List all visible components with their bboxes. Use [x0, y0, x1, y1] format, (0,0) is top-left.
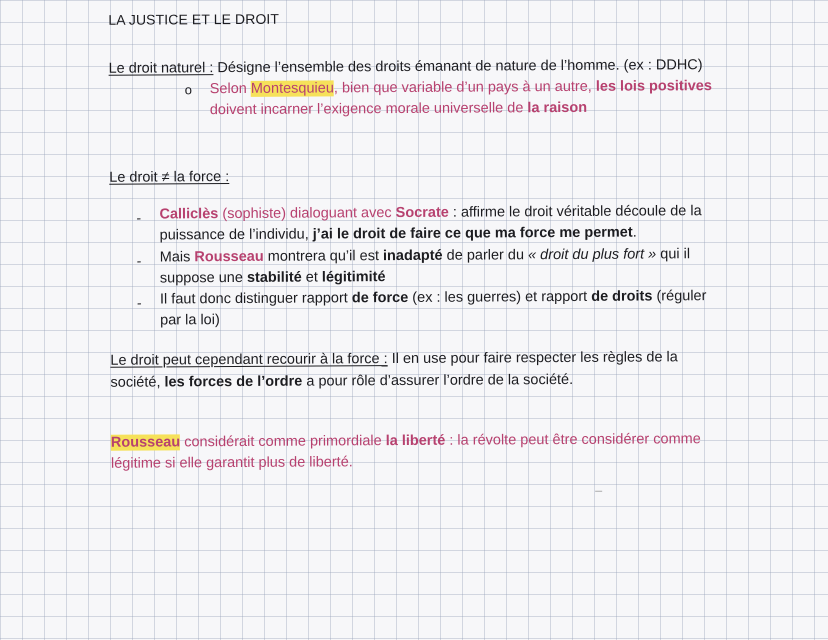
strongest-right-quote: « droit du plus fort »: [528, 246, 657, 264]
reason-term: la raison: [527, 99, 588, 117]
dash-bullet-1: -: [136, 209, 142, 226]
force-recourse-text-c: a pour rôle d’assurer l’ordre de la société.: [302, 371, 574, 390]
liberty-line-2: [111, 453, 353, 472]
rousseau-text-e: suppose une: [159, 269, 247, 287]
liberty-text-b: : la révolte peut être considérer comme: [445, 431, 701, 449]
liberty-text-c: légitime si elle garantit plus de liberté.: [110, 454, 353, 472]
law-enforcement-term: les forces de l’ordre: [164, 373, 303, 391]
rousseau-highlighted-name: Rousseau: [110, 434, 181, 451]
montesquieu-line-1: [210, 77, 712, 98]
rousseau-text-f: et: [301, 269, 322, 286]
legitimacy-term: légitimité: [321, 269, 386, 286]
distinguish-line-2: [160, 311, 220, 329]
montesquieu-name: Montesquieu: [250, 80, 334, 97]
force-recourse-line-2: [110, 371, 573, 392]
positive-laws-term: les lois positives: [595, 78, 712, 95]
distinguish-text-a: Il faut donc distinguer rapport: [159, 290, 352, 308]
montesquieu-text-c: doivent incarner l’exigence morale universelle de: [209, 100, 528, 119]
callicles-period: .: [632, 224, 637, 241]
force-recourse-text-a: Il en use pour faire respecter les règles de la: [387, 349, 678, 368]
liberty-text-a: considérait comme primordiale: [180, 433, 386, 451]
rousseau-text-d: qui il: [656, 246, 691, 263]
force-relation-term: de force: [351, 289, 409, 307]
rousseau-text-a: Mais: [159, 249, 195, 266]
inadapted-term: inadapté: [382, 247, 443, 265]
bullet-circle: o: [184, 82, 192, 98]
montesquieu-text-b: , bien que variable d’un pays à un autre,: [333, 78, 596, 97]
rousseau-line-2: [160, 268, 386, 287]
callicles-text-a: (sophiste) dialoguant avec: [218, 205, 396, 223]
dash-bullet-2: -: [136, 252, 142, 269]
montesquieu-text-a: Selon: [209, 80, 251, 98]
distinguish-text-b: (ex : les guerres) et rapport: [408, 288, 592, 306]
callicles-text-b: : affirme le droit véritable découle de la: [448, 203, 702, 221]
force-recourse-heading: Le droit peut cependant recourir à la force :: [110, 351, 388, 369]
natural-law-heading: Le droit naturel :: [108, 60, 214, 77]
natural-law-definition: Désigne l’ensemble des droits émanant de nature de l’homme. (ex : DDHC): [213, 57, 703, 77]
liberty-term: la liberté: [385, 432, 446, 450]
callicles-name: Calliclès: [159, 206, 219, 223]
rousseau-line-1: [160, 245, 690, 266]
force-recourse-text-b: société,: [110, 374, 165, 391]
distinguish-text-c: (réguler: [652, 288, 707, 305]
socrate-name: Socrate: [395, 204, 449, 222]
might-right-quote: j’ai le droit de faire ce que ma force me permet: [312, 224, 633, 243]
montesquieu-line-2: [210, 99, 587, 119]
liberty-line-1: [111, 430, 701, 452]
rights-relation-term: de droits: [591, 288, 653, 305]
paper-speck: [595, 491, 602, 492]
rousseau-text-c: de parler du: [442, 247, 529, 264]
callicles-line-1: [159, 202, 701, 223]
dash-bullet-3: -: [136, 294, 142, 311]
distinguish-line-1: [160, 287, 707, 308]
rousseau-text-b: montrera qu’il est: [263, 248, 384, 265]
law-force-heading-line: [109, 168, 229, 187]
callicles-line-2: [160, 224, 637, 245]
distinguish-text-d: par la loi): [160, 312, 220, 329]
rousseau-name: Rousseau: [194, 248, 264, 266]
force-recourse-line-1: [110, 348, 678, 369]
natural-law-line: [109, 56, 703, 78]
callicles-text-c: puissance de l’individu,: [159, 226, 313, 244]
document-title: LA JUSTICE ET LE DROIT: [108, 10, 280, 28]
law-not-force-heading: Le droit ≠ la force :: [109, 169, 230, 186]
stability-term: stabilité: [246, 269, 302, 286]
